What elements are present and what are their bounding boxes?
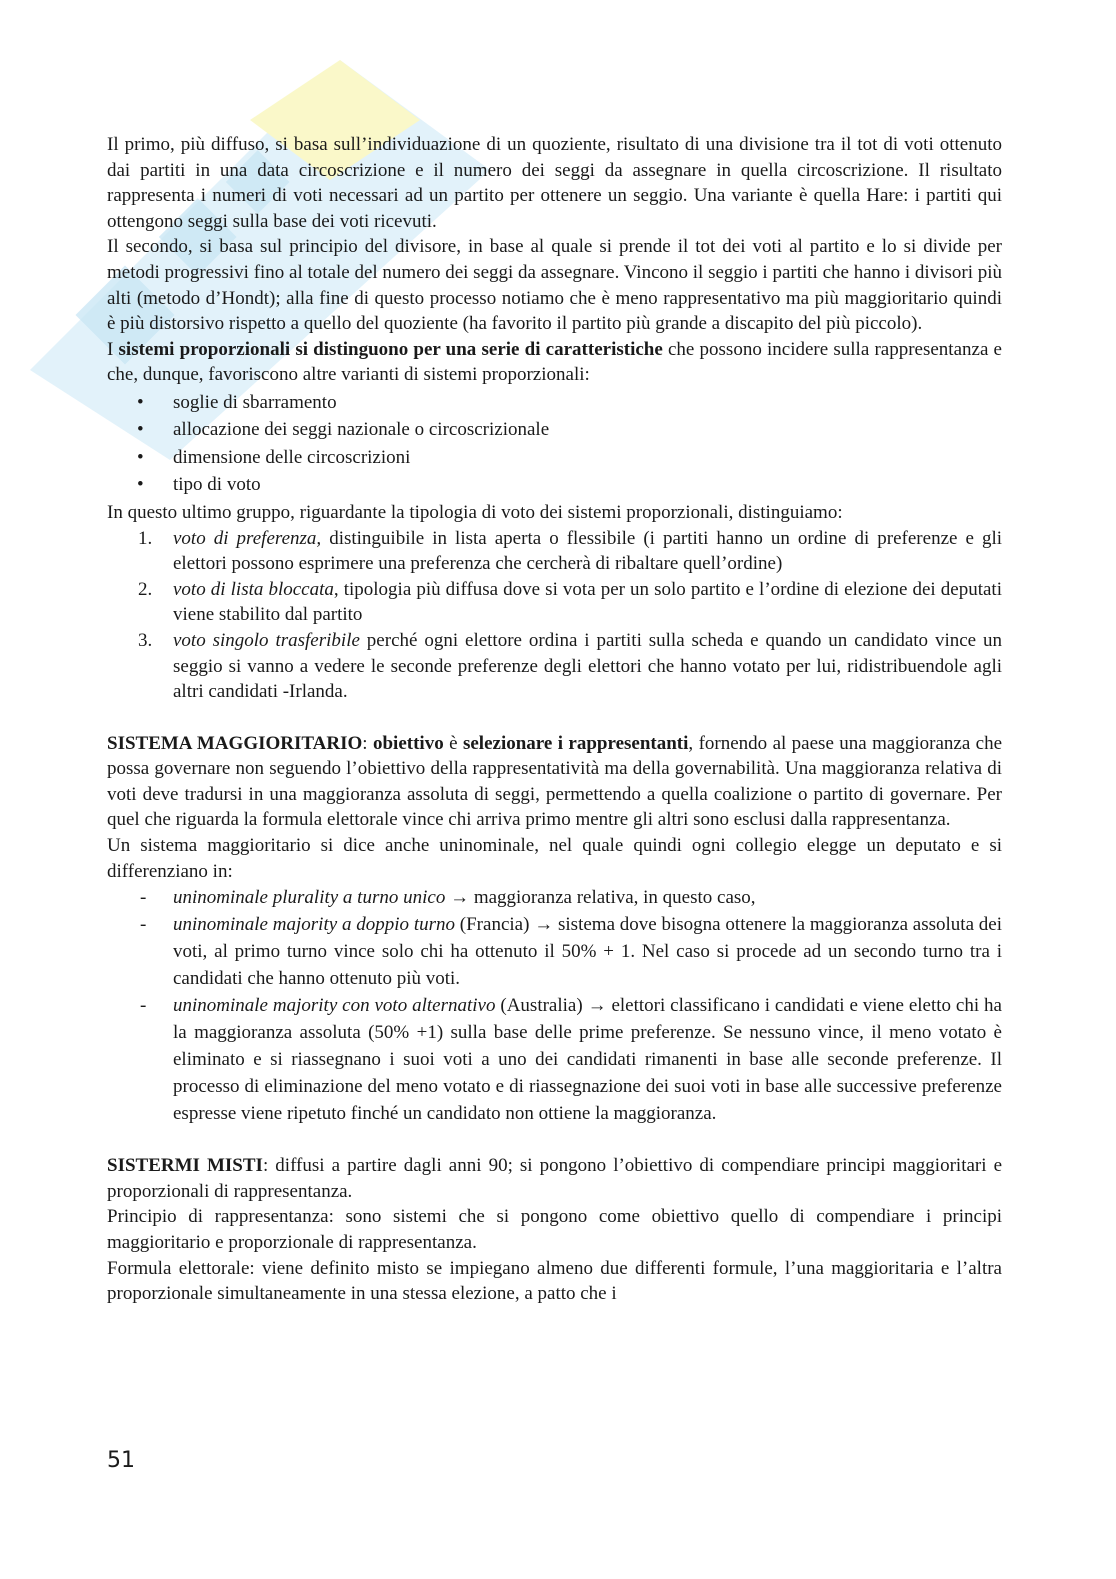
document-body: [107, 132, 1002, 1307]
list-item: [107, 884, 1002, 911]
connector: è: [443, 732, 463, 754]
uninominal-text: elettori classificano i candidati e viene eletto chi ha la maggioranza assoluta (50% +1) sulla base delle prime preferenze. Se nessuno vince, il meno votato è eliminato e si riassegnano i suoi voti a uno dei candidati rimanenti in base alle seconde preferenze. Il processo di eliminazione del meno votato e di riassegnazione dei suoi voti in base alle successive preferenze espresse viene ripetuto finché un candidato non ottiene la maggioranza.: [173, 995, 1002, 1125]
list-item: [107, 911, 1002, 992]
bold-term: selezionare i rappresentanti: [462, 732, 689, 754]
uninominal-country: (Francia): [455, 914, 535, 936]
features-intro-rest: che possono incidere sulla rappresentanza e che, dunque, favoriscono altre varianti di sistemi proporzionali:: [107, 338, 1002, 386]
page-number: 51: [107, 1448, 135, 1473]
paragraph-majoritarian: [107, 731, 1002, 833]
vote-type-term: voto singolo trasferibile: [173, 629, 360, 651]
features-intro-lead: I: [107, 338, 119, 360]
vote-type-text: perché ogni elettore ordina i partiti sulla scheda e quando un candidato vince un seggio si vanno a vedere le seconde preferenze degli elettori che hanno votato per lui, ridistribuendole agli altri candidati -Irlanda.: [173, 629, 1002, 703]
list-number: 3.: [138, 629, 153, 651]
paragraph-features-intro: [107, 337, 1002, 388]
paragraph-mixed: [107, 1153, 1002, 1204]
list-number: 2.: [138, 578, 153, 600]
uninominal-term: uninominale majority con voto alternativo: [173, 995, 496, 1017]
list-item: • tipo di voto: [107, 471, 1002, 499]
bold-term: obiettivo: [372, 732, 444, 754]
vote-type-text: distinguibile in lista aperta o flessibile (i partiti hanno un ordine di preferenze e gli elettori possono esprimere una preferenza che cercherà di ribaltare quell’ordine): [173, 527, 1002, 575]
section-heading-majoritarian: SISTEMA MAGGIORITARIO: [107, 732, 363, 754]
paragraph-divisor: Il secondo, si basa sul principio del divisore, in base al quale si prende il tot dei voti al partito e lo si divide per metodi progressivi fino al totale del numero dei seggi da assegnare. Vincono il seggio i partiti che hanno i divisori più alti (metodo d’Hondt); alla fine di questo processo notiamo che è meno rappresentativo ma più maggioritario quindi è più distorsivo rispetto a quello del quoziente (ha favorito il partito più grande a discapito del più piccolo).: [107, 236, 1003, 335]
uninominal-country: (Australia): [495, 995, 588, 1017]
paragraph-quotient: Il primo, più diffuso, si basa sull’individuazione di un quoziente, risultato di una divisione tra il tot di voti ottenuto dai partiti in una data circoscrizione e il numero dei seggi da assegnare in quella circoscrizione. Il risultato rappresenta i numeri di voti necessari ad un partito per ottenere un seggio. Una variante è quella Hare: i partiti qui ottengono seggi sulla base dei voti ricevuti.: [107, 134, 1002, 232]
colon: :: [362, 732, 373, 754]
section-heading-mixed: SISTERMI MISTI: [107, 1155, 263, 1177]
list-item: • dimensione delle circoscrizioni: [107, 444, 1002, 472]
mixed-text: : diffusi a partire dagli anni 90; si pongono l’obiettivo di compendiare principi maggioritari e proporzionali di rappresentanza.: [107, 1155, 1003, 1202]
section-gap: [107, 705, 1002, 731]
list-item: [107, 526, 1002, 577]
vote-type-term: voto di preferenza,: [173, 527, 322, 549]
vote-type-term: voto di lista bloccata: [173, 578, 334, 600]
list-item: [107, 577, 1002, 628]
list-item: • allocazione dei seggi nazionale o circoscrizionale: [107, 416, 1002, 444]
features-intro-bold: sistemi proporzionali si distinguono per una serie di caratteristiche: [118, 338, 663, 360]
list-item: • soglie di sbarramento: [107, 389, 1002, 417]
section-gap: [107, 1127, 1002, 1153]
list-item: [107, 992, 1002, 1127]
majoritarian-text: , fornendo al paese una maggioranza che possa governare non seguendo l’obiettivo della rappresentatività ma della governabilità. Una maggioranza relativa di voti deve tradursi in una maggioranza assoluta di seggi, permettendo a quella coalizione o partito di governare. Per quel che riguarda la formula elettorale vince chi arriva primo mentre gli altri sono esclusi dalla rappresentanza.: [107, 732, 1003, 831]
paragraph-vote-types-intro: In questo ultimo gruppo, riguardante la tipologia di voto dei sistemi proporzionali, distinguiamo:: [107, 501, 843, 523]
paragraph-uninominal: Un sistema maggioritario si dice anche uninominale, nel quale quindi ogni collegio elegge un deputato e si differenziano in:: [107, 835, 1002, 882]
paragraph-formula: Formula elettorale: viene definito misto se impiegano almeno due differenti formule, l’una maggioritaria e l’altra proporzionale simultaneamente in una stessa elezione, a patto che i: [107, 1257, 1002, 1305]
vote-type-text: , tipologia più diffusa dove si vota per un solo partito e l’ordine di elezione dei deputati viene stabilito dal partito: [173, 578, 1002, 626]
arrow-icon: →: [534, 914, 554, 936]
vote-types-list: [107, 526, 1002, 705]
uninominal-term: uninominale plurality a turno unico: [173, 887, 446, 909]
paragraph-principle: Principio di rappresentanza: sono sistemi che si pongono come obiettivo quello di compendiare i principi maggioritario e proporzionale di rappresentanza.: [107, 1206, 1002, 1254]
arrow-icon: →: [587, 995, 607, 1017]
features-list: [107, 389, 1002, 499]
list-number: 1.: [138, 527, 153, 549]
uninominal-term: uninominale majority a doppio turno: [173, 914, 455, 936]
arrow-icon: →: [450, 887, 470, 909]
uninominal-text: sistema dove bisogna ottenere la maggioranza assoluta dei voti, al primo turno vince solo chi ha ottenuto il 50% + 1. Nel caso si procede ad un secondo turno tra i candidati che hanno ottenuto più voti.: [173, 914, 1003, 990]
uninominal-list: [107, 884, 1002, 1127]
list-item: [107, 628, 1002, 705]
uninominal-text: maggioranza relativa, in questo caso,: [469, 887, 756, 909]
